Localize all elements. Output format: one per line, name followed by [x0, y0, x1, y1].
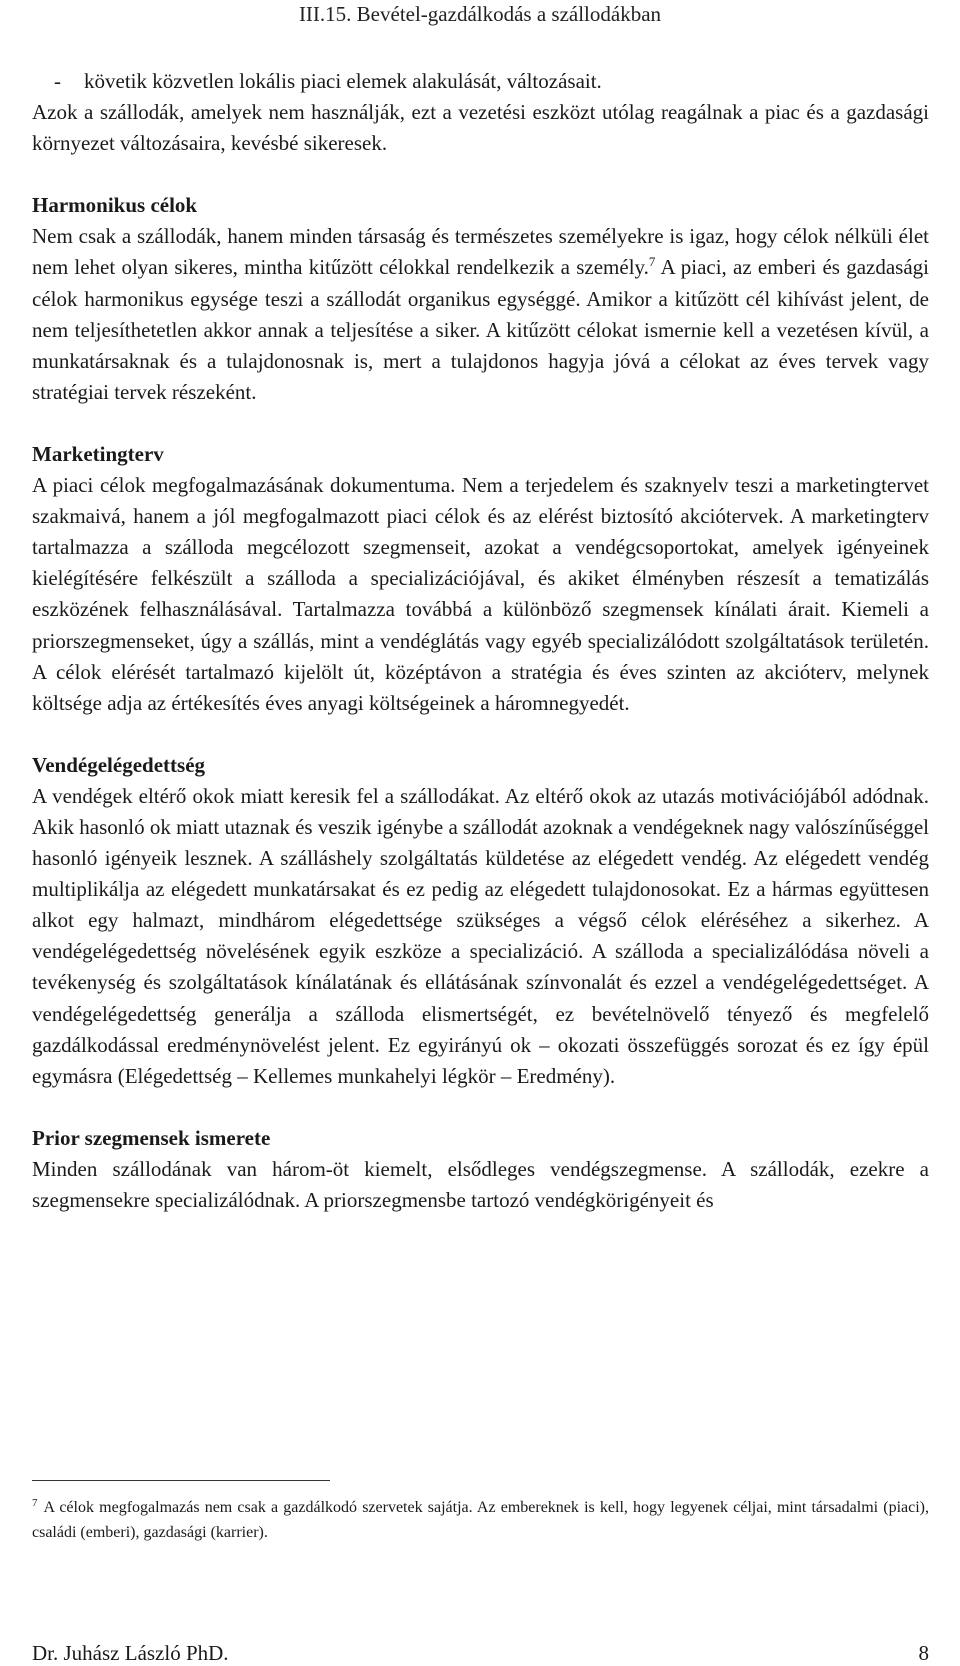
section-paragraph-prior-szegmensek: Minden szállodának van három-öt kiemelt, elsődleges vendégszegmense. A szállodák, ezekre a szegmensekre specializálódnak. A priorszegmensbe tartozó vendégkörigényeit és	[32, 1156, 929, 1212]
footnote	[32, 1495, 929, 1545]
main-content	[32, 66, 929, 1216]
footnote-text: A célok megfogalmazás nem csak a gazdálkodó szervetek sajátja. Az embereknek is kell, hogy legyenek céljai, mint társadalmi (piaci), családi (emberi), gazdasági (karrier).	[32, 1499, 929, 1541]
section-heading-marketingterv: Marketingterv	[32, 441, 164, 466]
bullet-item	[32, 66, 929, 97]
page-number: 8	[918, 1641, 929, 1665]
section-paragraph-marketingterv: A piaci célok megfogalmazásának dokumentuma. Nem a terjedelem és szaknyelv teszi a marketingtervet szakmaivá, hanem a jól megfogalmazott piaci célok és az elérést biztosító akciótervek. A marketingterv tartalmazza a szálloda megcélozott szegmenseit, azokat a vendégcsoportokat, amelyek igényeinek kielégítésére felkészült a szálloda a specializációjával, és akiket élményben részesít a tematizálás eszközének felhasználásával. Tartalmazza továbbá a különböző szegmensek kínálati árait. Kiemeli a priorszegmenseket, úgy a szállás, mint a vendéglátás vagy egyéb specializálódott szolgáltatások területén. A célok elérését tartalmazó kijelölt út, középtávon a stratégia és éves szinten az akcióterv, melynek költsége adja az értékesítés éves anyagi költségeinek a háromnegyedét.	[32, 473, 929, 715]
running-header: III.15. Bevétel-gazdálkodás a szállodákban	[298, 2, 662, 26]
section-paragraph-harmonikus-celok	[32, 221, 929, 408]
page-footer	[32, 1640, 929, 1666]
bullet-dash: -	[54, 69, 61, 93]
footnote-reference[interactable]: 7	[648, 254, 656, 270]
paragraph-text: A piaci, az emberi és gazdasági célok harmonikus egysége teszi a szállodát organikus egységgé. Amikor a kitűzött cél kihívást jelent, de nem teljesíthetetlen akkor annak a teljesítése a siker. A kitűzött célokat ismernie kell a vezetésen kívül, a munkatársaknak és a tulajdonosnak is, mert a tulajdonos hagyja jóvá a célokat az éves tervek vagy stratégiai tervek részeként.	[32, 255, 929, 404]
section-heading-prior-szegmensek: Prior szegmensek ismerete	[32, 1125, 271, 1150]
footnote-divider	[32, 1480, 330, 1481]
section-heading-harmonikus-celok: Harmonikus célok	[32, 193, 198, 218]
section-heading-vendegelegedettseg: Vendégelégedettség	[32, 752, 206, 777]
footnote-number: 7	[32, 1496, 38, 1509]
paragraph-text: Nem csak a szállodák, hanem minden társaság és természetes személyekre is igaz, hogy célok nélküli élet nem lehet olyan sikeres, mintha kitűzött célokkal rendelkezik a személy.	[32, 224, 929, 280]
bullet-text: követik közvetlen lokális piaci elemek alakulását, változásait.	[84, 69, 602, 93]
section-paragraph-vendegelegedettseg: A vendégek eltérő okok miatt keresik fel a szállodákat. Az eltérő okok az utazás motivációjából adódnak. Akik hasonló ok miatt utaznak és veszik igénybe a szállodát azoknak a vendégeknek nagy valószínűséggel hasonló igényeik lesznek. A szálláshely szolgáltatás küldetése az elégedett vendég. Az elégedett vendég multiplikálja az elégedett munkatársakat és ez pedig az elégedett tulajdonosokat. Ez a hármas együttesen alkot egy halmazt, mindhárom elégedettsége szükséges a végső célok eléréséhez a sikerhez. A vendégelégedettség növelésének egyik eszköze a specializáció. A szálloda a specializálódása növeli a tevékenység és szolgáltatások kínálatának és ellátásának színvonalát és ezzel a vendégelégedettséget. A vendégelégedettség generálja a szálloda elismertségét, ez bevételnövelő tényező és megfelelő gazdálkodással eredménynövelést jelent. Ez egyirányú ok – okozati összefüggés sorozat és ez így épül egymásra (Elégedettség – Kellemes munkahelyi légkör – Eredmény).	[32, 783, 929, 1088]
footer-author: Dr. Juhász László PhD.	[32, 1641, 229, 1665]
intro-paragraph: Azok a szállodák, amelyek nem használják, ezt a vezetési eszközt utólag reagálnak a piac és a gazdasági környezet változásaira, kevésbé sikeresek.	[32, 100, 929, 156]
